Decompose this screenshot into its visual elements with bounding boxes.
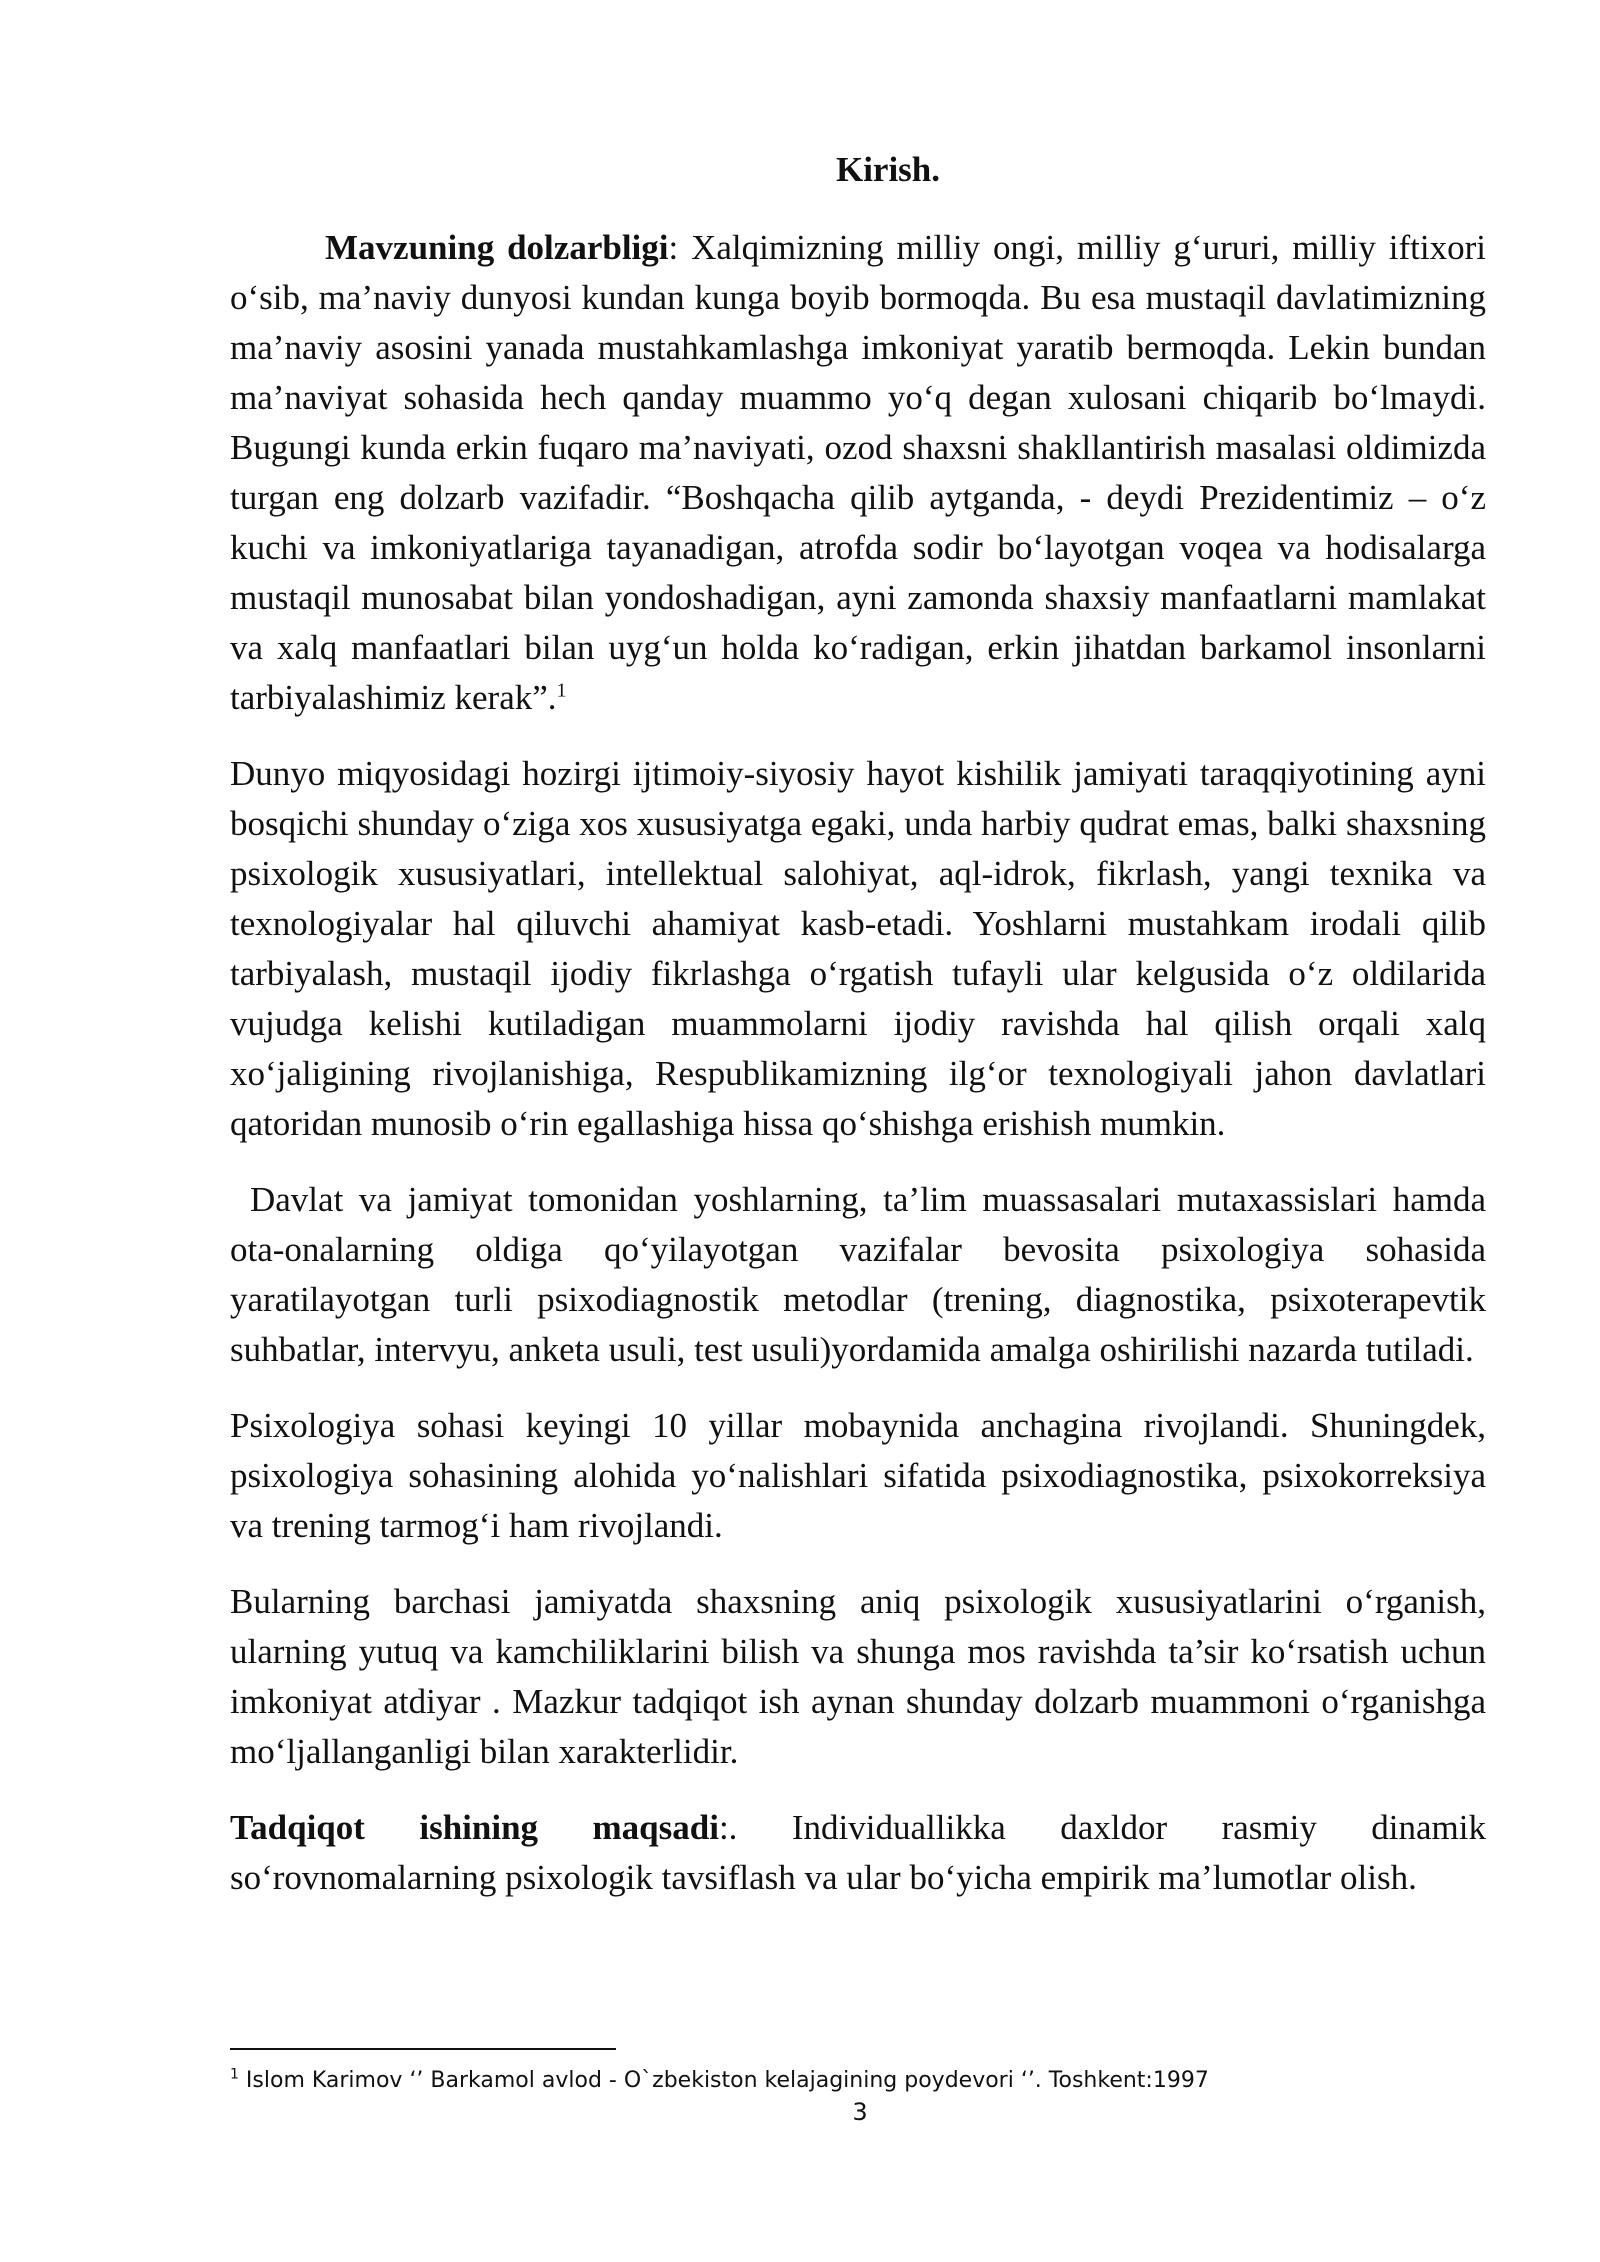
paragraph-world-context: Dunyo miqyosidagi hozirgi ijtimoiy-siyosiy hayot kishilik jamiyati taraqqiyotining ayni bosqichi shunday o‘ziga xos xususiyatga egaki, unda harbiy qudrat emas, balki shaxsning psixologik xususiyatlari, intellektual salohiyat, aql-idrok, fikrlash, yangi texnika va texnologiyalar hal qiluvchi ahamiyat kasb-etadi. Yoshlarni mustahkam irodali qilib tarbiyalash, mustaqil ijodiy fikrlashga o‘rgatish tufayli ular kelgusida o‘z oldilarida vujudga kelishi kutiladigan muammolarni ijodiy ravishda hal qilish orqali xalq xo‘jaligining rivojlanishiga, Respublikamizning ilg‘or texnologiyali jahon davlatlari qatoridan munosib o‘rin egallashiga hissa qo‘shishga erishish mumkin. — [230, 754, 1486, 1143]
footnote-marker: 1 — [230, 2066, 239, 2083]
footnote-text: Islom Karimov ‘’ Barkamol avlod - O`zbekiston kelajagining poydevori ‘’. Toshkent:1997 — [238, 2068, 1209, 2093]
footnote-reference[interactable]: 1 — [556, 679, 567, 702]
page-title: Kirish. — [835, 150, 941, 189]
page-number: 3 — [852, 2098, 868, 2126]
paragraph-research-goal — [230, 1803, 1486, 1903]
footnote-separator — [230, 2048, 616, 2050]
research-goal-heading: Tadqiqot ishining maqsadi — [230, 1808, 719, 1847]
paragraph-psychology-development: Psixologiya sohasi keyingi 10 yillar mobaynida anchagina rivojlandi. Shuningdek, psixologiya sohasining alohida yo‘nalishlari sifatida psixodiagnostika, psixokorreksiya va trening tarmog‘i ham rivojlandi. — [230, 1406, 1486, 1545]
paragraph-study-relevance: Bularning barchasi jamiyatda shaxsning aniq psixologik xususiyatlarini o‘rganish, ularning yutuq va kamchiliklarini bilish va shunga mos ravishda ta’sir ko‘rsatish uchun imkoniyat atdiyar . Mazkur tadqiqot ish aynan shunday dolzarb muammoni o‘rganishga mo‘ljallanganligi bilan xarakterlidir. — [230, 1582, 1486, 1771]
paragraph-relevance — [230, 223, 1486, 723]
relevance-heading: Mavzuning dolzarbligi — [325, 228, 669, 267]
page-body — [230, 145, 1486, 1929]
paragraph-state-society: Davlat va jamiyat tomonidan yoshlarning, ta’lim muassasalari mutaxassislari hamda ota-onalarning oldiga qo‘yilayotgan vazifalar bevosita psixologiya sohasida yaratilayotgan turli psixodiagnostik metodlar (trening, diagnostika, psixoterapevtik suhbatlar, intervyu, anketa usuli, test usuli)yordamida amalga oshirilishi nazarda tutiladi. — [230, 1180, 1486, 1369]
footnote — [230, 2064, 1486, 2098]
relevance-text: : Xalqimizning milliy ongi, milliy g‘ururi, milliy iftixori o‘sib, ma’naviy dunyosi kundan kunga boyib bormoqda. Bu esa mustaqil davlatimizning ma’naviy asosini yanada mustahkamlashga imkoniyat yaratib bermoqda. Lekin bundan ma’naviyat sohasida hech qanday muammo yo‘q degan xulosani chiqarib bo‘lmaydi. Bugungi kunda erkin fuqaro ma’naviyati, ozod shaxsni shakllantirish masalasi oldimizda turgan eng dolzarb vazifadir. “Boshqacha qilib aytganda, - deydi Prezidentimiz – o‘z kuchi va imkoniyatlariga tayanadigan, atrofda sodir bo‘layotgan voqea va hodisalarga mustaqil munosabat bilan yondoshadigan, ayni zamonda shaxsiy manfaatlarni mamlakat va xalq manfaatlari bilan uyg‘un holda ko‘radigan, erkin jihatdan barkamol insonlarni tarbiyalashimiz kerak”. — [230, 228, 1486, 717]
research-goal-text: :. Individuallikka daxldor rasmiy dinamik so‘rovnomalarning psixologik tavsiflash va ular bo‘yicha empirik ma’lumotlar olish. — [230, 1808, 1486, 1897]
